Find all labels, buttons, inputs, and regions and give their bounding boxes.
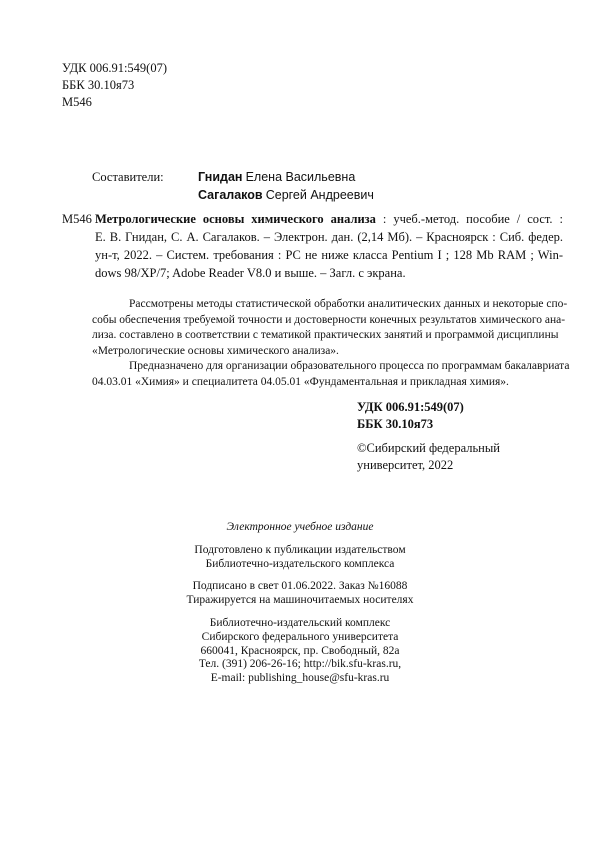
annotation-line: лиза. составлено в соответствии с тематикой практических занятий и программой дисциплины bbox=[92, 329, 559, 341]
compilers-block bbox=[92, 168, 374, 204]
bbk-code: ББК 30.10я73 bbox=[62, 78, 135, 92]
copyright-line-2: университет, 2022 bbox=[357, 458, 454, 472]
udk-code-right: УДК 006.91:549(07) bbox=[357, 400, 464, 414]
compilers-label: Составители: bbox=[92, 170, 164, 184]
compiler-2-name: Сергей Андреевич bbox=[265, 188, 374, 202]
annotation bbox=[92, 297, 570, 390]
author-sign-code: М546 bbox=[62, 95, 92, 109]
publisher-phone: Тел. (391) 206-26-16; http://bik.sfu-kras.ru, bbox=[198, 658, 402, 671]
copyright-notice bbox=[357, 440, 500, 474]
signed-info: Подписано в свет 01.06.2022. Заказ №16088 bbox=[192, 580, 408, 593]
bbk-code-right: ББК 30.10я73 bbox=[357, 417, 434, 431]
record-title: Метрологические основы химического анализа bbox=[95, 212, 376, 226]
imprint-block bbox=[0, 521, 600, 686]
publisher-email: E-mail: publishing_house@sfu-kras.ru bbox=[210, 672, 390, 685]
udk-bbk-right bbox=[357, 399, 464, 433]
annotation-line: «Метрологические основы химического анализа». bbox=[92, 344, 339, 357]
compiler-1-name: Елена Васильевна bbox=[245, 170, 356, 184]
edition-type: Электронное учебное издание bbox=[226, 521, 374, 533]
publisher-address: 660041, Красноярск, пр. Свободный, 82а bbox=[200, 644, 400, 657]
record-line-3: ун-т, 2022. – Систем. требования : PC не ниже класса Pentium I ; 128 Mb RAM ; Win- bbox=[95, 248, 563, 262]
record-line-4: dows 98/XP/7; Adobe Reader V8.0 и выше. – Загл. с экрана. bbox=[95, 266, 406, 280]
prepared-line-2: Библиотечно-издательского комплекса bbox=[205, 557, 395, 570]
compiler-1-surname: Гнидан bbox=[198, 170, 243, 184]
record-line-2: Е. В. Гнидан, С. А. Сагалаков. – Электрон. дан. (2,14 Мб). – Красноярск : Сиб. федер. bbox=[95, 230, 563, 244]
annotation-line: Предназначено для организации образовательного процесса по программам бакалавриата bbox=[129, 360, 570, 372]
udk-bbk-header bbox=[62, 60, 167, 111]
udk-code: УДК 006.91:549(07) bbox=[62, 61, 167, 75]
copyright-line-1: ©Сибирский федеральный bbox=[357, 441, 500, 455]
record-line-1: : учеб.-метод. пособие / сост. : bbox=[375, 212, 563, 226]
prepared-line-1: Подготовлено к публикации издательством bbox=[194, 543, 406, 556]
annotation-line: Рассмотрены методы статистической обработки аналитических данных и некоторые спо- bbox=[129, 298, 568, 310]
annotation-line: 04.03.01 «Химия» и специалитета 04.05.01 «Фундаментальная и прикладная химия». bbox=[92, 375, 509, 388]
copies-info: Тиражируется на машиночитаемых носителях bbox=[186, 594, 414, 607]
publisher-line-2: Сибирского федерального университета bbox=[201, 630, 399, 643]
record-code: М546 bbox=[62, 212, 92, 226]
annotation-line: собы обеспечения требуемой точности и достоверности конечных результатов химического ана- bbox=[92, 313, 566, 326]
publisher-line-1: Библиотечно-издательский комплекс bbox=[209, 616, 391, 629]
compiler-2-surname: Сагалаков bbox=[198, 188, 263, 202]
